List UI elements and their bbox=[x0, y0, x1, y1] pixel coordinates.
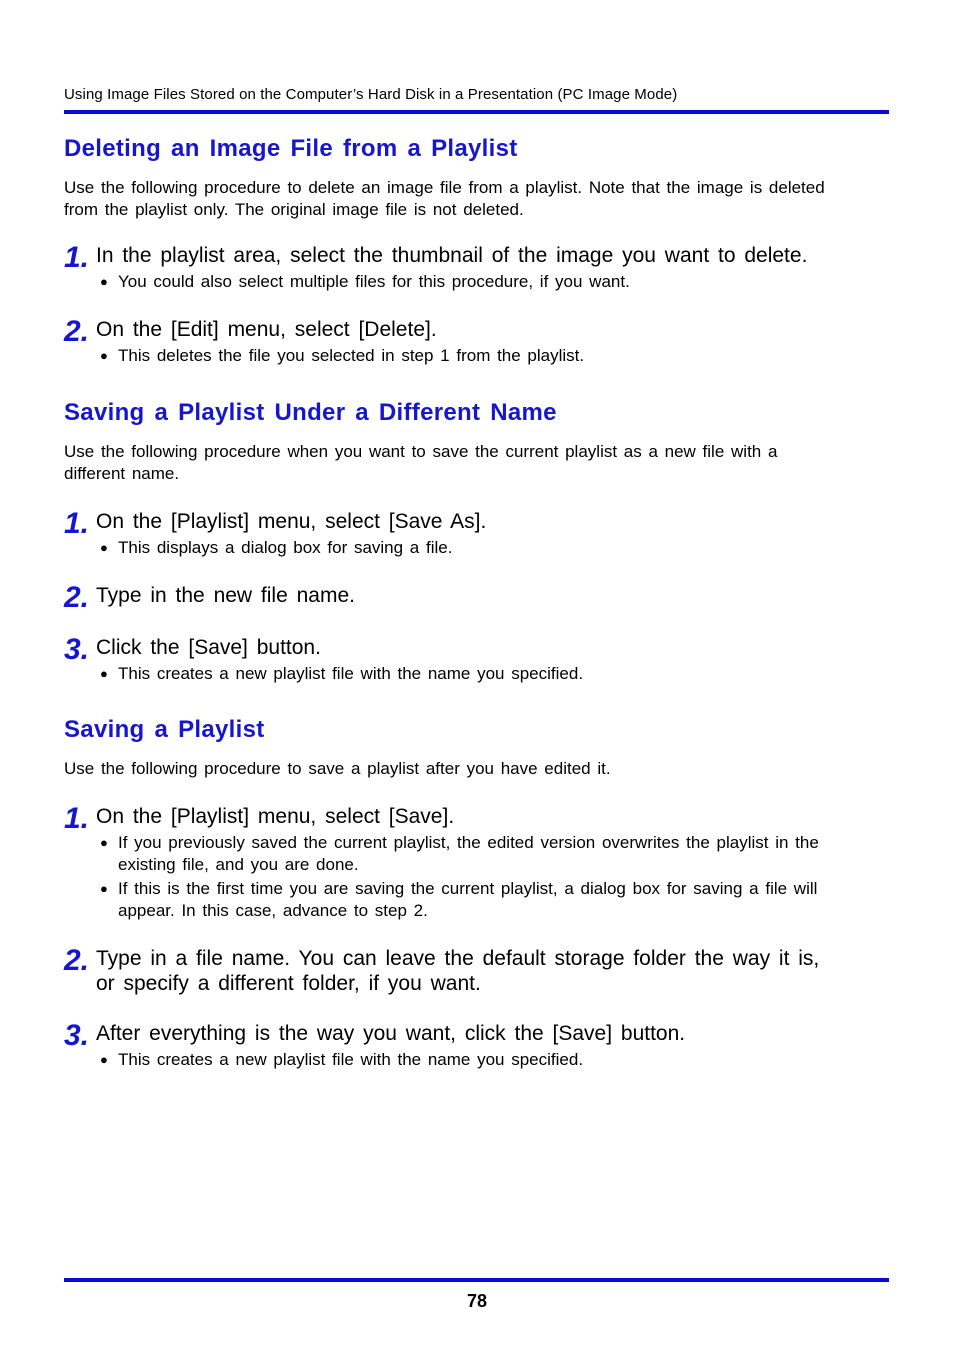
step-text: Type in the new file name. bbox=[96, 584, 355, 607]
step-list bbox=[64, 804, 844, 1071]
bullet-item: ● This displays a dialog box for saving a file. bbox=[96, 537, 844, 559]
step-text: On the [Playlist] menu, select [Save As]. bbox=[96, 510, 487, 533]
bullet-list bbox=[96, 832, 844, 922]
bullet-item: ● This deletes the file you selected in step 1 from the playlist. bbox=[96, 345, 844, 367]
section-heading: Saving a Playlist bbox=[64, 716, 265, 743]
header-rule bbox=[64, 110, 889, 114]
step-text: On the [Edit] menu, select [Delete]. bbox=[96, 318, 437, 341]
bullet-item: ● This creates a new playlist file with the name you specified. bbox=[96, 663, 844, 685]
bullet-list bbox=[96, 1049, 844, 1071]
footer-rule bbox=[64, 1278, 889, 1282]
step bbox=[64, 243, 844, 293]
step-number: 1. bbox=[64, 241, 90, 274]
section-intro: Use the following procedure when you want to save the current playlist as a new file with a different name. bbox=[64, 442, 778, 483]
section-intro: Use the following procedure to delete an image file from a playlist. Note that the image is deleted from the playlist only. The original image file is not deleted. bbox=[64, 178, 825, 219]
page-content bbox=[64, 134, 844, 1071]
step-text: On the [Playlist] menu, select [Save]. bbox=[96, 805, 455, 828]
bullet-list bbox=[96, 663, 844, 685]
step-number: 3. bbox=[64, 633, 90, 666]
step-number: 2. bbox=[64, 944, 90, 977]
step bbox=[64, 509, 844, 559]
step-text: Click the [Save] button. bbox=[96, 636, 321, 659]
section-intro: Use the following procedure to save a playlist after you have edited it. bbox=[64, 759, 611, 778]
step-text: After everything is the way you want, click the [Save] button. bbox=[96, 1022, 686, 1045]
step-number: 2. bbox=[64, 581, 90, 614]
step-number: 1. bbox=[64, 802, 90, 835]
step bbox=[64, 1021, 844, 1071]
step-number: 3. bbox=[64, 1019, 90, 1052]
step bbox=[64, 317, 844, 367]
step bbox=[64, 804, 844, 922]
section-save-as bbox=[64, 398, 844, 685]
step-text: Type in a file name. You can leave the default storage folder the way it is, or specify a different folder, if you want. bbox=[96, 947, 820, 995]
step-list bbox=[64, 509, 844, 685]
bullet-item: ● This creates a new playlist file with the name you specified. bbox=[96, 1049, 844, 1071]
bullet-item: ● If this is the first time you are saving the current playlist, a dialog box for saving a file will appear. In this case, advance to step 2. bbox=[96, 878, 844, 922]
step bbox=[64, 946, 844, 996]
section-deleting-image bbox=[64, 134, 844, 367]
bullet-list bbox=[96, 537, 844, 559]
step bbox=[64, 635, 844, 685]
step bbox=[64, 581, 844, 614]
step-number: 2. bbox=[64, 315, 90, 348]
page-number: 78 bbox=[466, 1291, 488, 1311]
section-heading: Deleting an Image File from a Playlist bbox=[64, 135, 518, 162]
bullet-item: ● If you previously saved the current playlist, the edited version overwrites the playlist in the existing file, and you are done. bbox=[96, 832, 844, 876]
section-heading: Saving a Playlist Under a Different Name bbox=[64, 399, 557, 426]
section-saving-playlist bbox=[64, 715, 844, 1071]
running-header: Using Image Files Stored on the Computer’s Hard Disk in a Presentation (PC Image Mode) bbox=[64, 86, 678, 103]
step-list bbox=[64, 243, 844, 367]
step-number: 1. bbox=[64, 507, 90, 540]
bullet-item: ● You could also select multiple files for this procedure, if you want. bbox=[96, 271, 844, 293]
bullet-list bbox=[96, 345, 844, 367]
step-text: In the playlist area, select the thumbnail of the image you want to delete. bbox=[96, 244, 808, 267]
bullet-list bbox=[96, 271, 844, 293]
